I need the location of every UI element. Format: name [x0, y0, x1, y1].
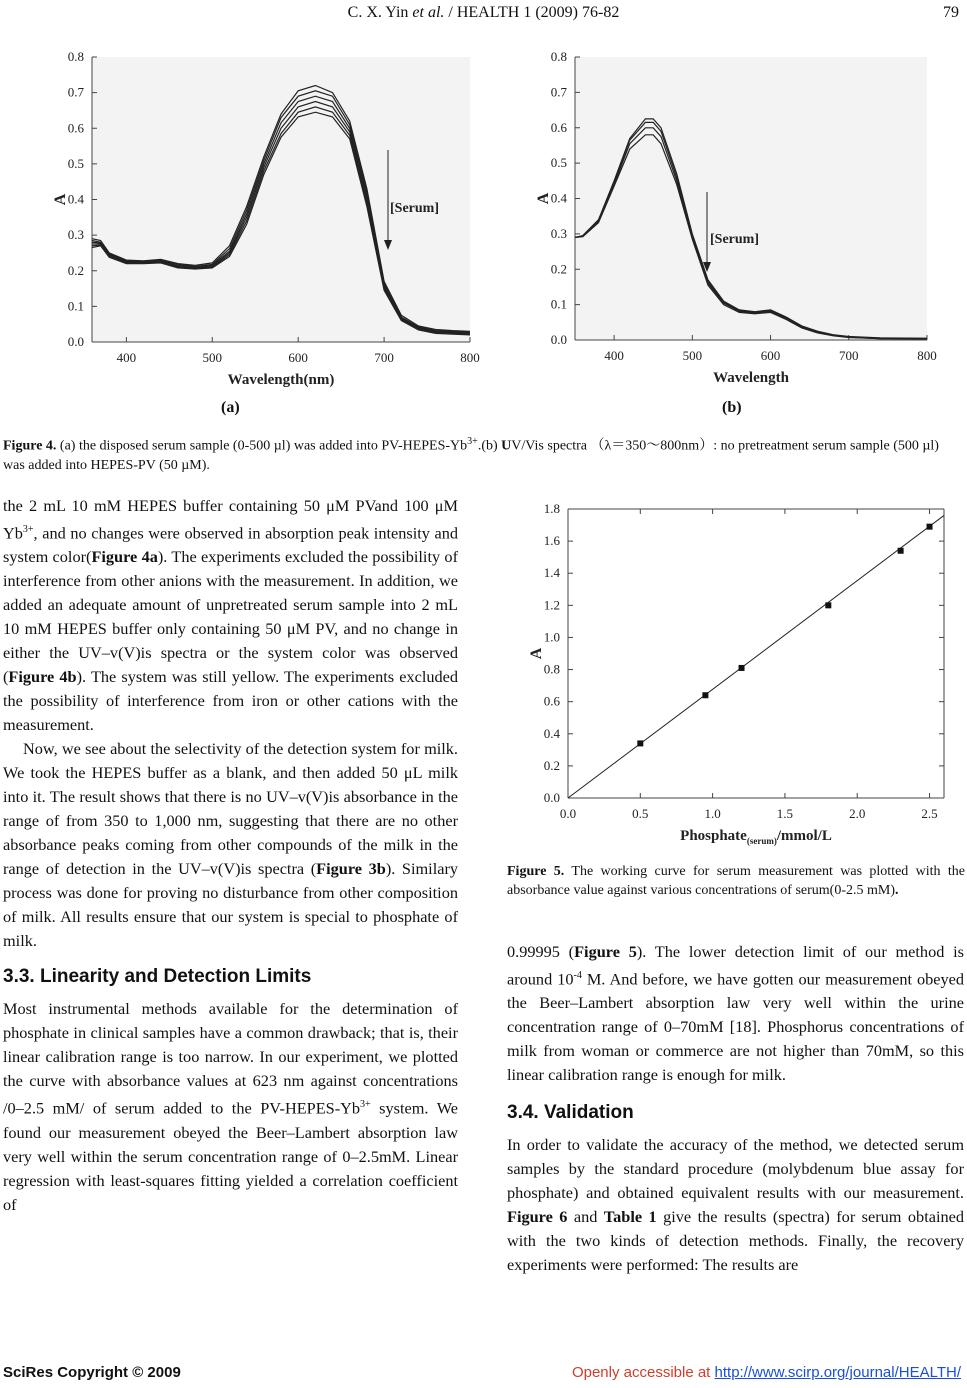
text-run: give the results (spectra) for serum obtained with the two kinds of detection methods. Finally, the recovery experiments were performed: The results are: [507, 1207, 964, 1275]
y-tick-label: 0.8: [543, 661, 560, 677]
x-axis-label-sub: (serum): [746, 836, 777, 846]
superscript: -4: [573, 970, 582, 981]
serum-annotation: [Serum]: [710, 232, 759, 247]
right-column: [507, 940, 964, 1277]
y-tick-label: 0.2: [543, 757, 560, 773]
figure-4-caption-bold: U: [501, 438, 512, 454]
plot-area: [568, 509, 944, 798]
y-tick-label: 1.4: [543, 565, 560, 581]
x-tick-label: 0.5: [632, 806, 649, 821]
footer-open-text: Openly accessible at: [571, 1364, 715, 1381]
paragraph: [507, 940, 964, 1087]
text-run: M. And before, we have gotten our measurement obeyed the Beer–Lambert absorption law very well within the urine concentration range of 0–70mM [18]. Phosphorus concentrations of milk from woman or commerce are not higher than 70mM, so this linear calibration range is enough for milk.: [507, 969, 964, 1085]
text-run: 0.99995 (: [507, 942, 575, 961]
y-tick-label: 0.0: [543, 790, 560, 805]
x-tick-label: 700: [374, 350, 394, 365]
superscript: 3+: [360, 1099, 371, 1111]
y-tick-label: 0.0: [67, 334, 84, 349]
x-tick-label: 1.0: [704, 806, 721, 821]
y-tick-label: 1.6: [543, 533, 560, 549]
figure-4b-label: (b): [722, 399, 742, 416]
paragraph: [3, 997, 458, 1216]
figure-5-caption: [507, 862, 965, 900]
figure-4-caption-text3: V/Vis spectra （λ＝350～800nm）: no pretreatment serum sample (500 µl) was added into HEPES-PV (50 µM).: [3, 438, 939, 473]
text-run: Now, we see about the selectivity of the detection system for milk. We took the HEPES buffer as a blank, and then added 50 μL milk into it. The result shows that there is no UV–v(V)is absorbance in the range of from 350 to 1,000 nm, suggesting that there are no other absorbance peaks coming from other compounds of the milk in the range of detection in the UV–v(V)is spectra (: [3, 739, 458, 879]
header-journal: / HEALTH 1 (2009) 76-82: [444, 4, 620, 21]
figure-4a-chart: [20, 42, 480, 404]
data-point: [825, 602, 831, 608]
y-axis-label: A: [52, 193, 69, 206]
page-number: 79: [943, 4, 959, 21]
x-axis-label: Wavelength: [713, 370, 789, 386]
text-run: and: [567, 1207, 604, 1227]
figure-4-caption-text2: .(b): [477, 438, 502, 454]
x-tick-label: 2.0: [849, 806, 866, 821]
x-tick-label: 600: [760, 348, 781, 363]
y-tick-label: 0.6: [550, 119, 567, 135]
figure-4b-chart: [505, 42, 960, 404]
figure-ref: Figure 3b: [316, 859, 386, 879]
paragraph: [507, 1133, 964, 1277]
text-run: system. We found our measurement obeyed the Beer–Lambert absorption law very well within the serum concentration range of 0–2.5mM. Linear regression with least-squares fitting yielded a correlation coefficient of: [3, 1098, 458, 1214]
x-tick-label: 800: [460, 350, 480, 365]
y-tick-label: 0.6: [67, 120, 84, 136]
x-axis-label-suffix: /mmol/L: [776, 828, 832, 844]
text-run: Most instrumental methods available for the determination of phosphate in clinical samples have a common drawback; that is, their linear calibration range is too narrow. In our experiment, we plotted the curve with absorbance values at 623 nm against concentrations /0–2.5 mM/ of serum added to the PV-HEPES-Yb: [3, 999, 458, 1118]
figure-ref: Figure 4a: [91, 547, 158, 567]
footer-copyright: SciRes Copyright © 2009: [3, 1364, 181, 1381]
text-run: , and no changes were observed in absorption peak intensity and system color(: [3, 523, 458, 567]
paragraph: [3, 494, 458, 737]
y-tick-label: 1.2: [543, 597, 560, 613]
y-tick-label: 0.7: [67, 84, 84, 100]
data-point: [898, 548, 904, 554]
y-tick-label: 0.5: [67, 155, 84, 171]
figure-4-caption-text: (a) the disposed serum sample (0-500 µl) was added into PV-HEPES-Yb: [56, 438, 468, 454]
y-tick-label: 1.0: [543, 629, 560, 645]
serum-annotation: [Serum]: [390, 201, 439, 216]
y-tick-label: 0.2: [550, 261, 567, 277]
section-heading-3-4: 3.4. Validation: [507, 1102, 634, 1124]
figure-5-caption-label: Figure 5.: [507, 864, 565, 879]
y-tick-label: 0.8: [67, 49, 84, 64]
header-authors: C. X. Yin: [347, 4, 409, 21]
x-tick-label: 500: [202, 350, 223, 365]
y-tick-label: 0.6: [543, 693, 560, 709]
running-header: [0, 4, 967, 22]
y-tick-label: 0.4: [550, 190, 567, 206]
footer-access: [572, 1364, 961, 1381]
y-tick-label: 0.8: [550, 49, 567, 64]
y-tick-label: 0.5: [550, 155, 567, 171]
data-point: [702, 692, 708, 698]
x-tick-label: 1.5: [776, 806, 794, 821]
figure-4-caption-label: Figure 4.: [3, 438, 57, 454]
y-tick-label: 1.8: [543, 501, 560, 516]
text-run: ). The lower detection limit of our method is around 10: [507, 942, 964, 989]
figure-4a-label: (a): [221, 399, 240, 416]
y-tick-label: 0.1: [67, 298, 84, 314]
figure-ref: Figure 5: [574, 942, 637, 961]
left-column: [3, 494, 458, 1217]
y-tick-label: 0.4: [67, 191, 84, 207]
figure-4-caption-sup: 3+: [467, 436, 478, 447]
paragraph: [3, 737, 458, 953]
y-tick-label: 0.3: [67, 227, 84, 243]
data-point: [637, 740, 643, 746]
x-tick-label: 600: [288, 350, 308, 365]
y-axis-label: A: [535, 192, 552, 205]
y-tick-label: 0.7: [550, 84, 567, 100]
y-tick-label: 0.4: [543, 725, 560, 741]
x-axis-label: Wavelength(nm): [227, 372, 335, 388]
section-heading-3-3: 3.3. Linearity and Detection Limits: [3, 966, 312, 988]
x-tick-label: 800: [917, 348, 937, 363]
y-tick-label: 0.3: [550, 225, 567, 241]
figure-5-caption-text: The working curve for serum measurement was plotted with the absorbance value against various concentrations of serum(0-2.5 mM): [507, 864, 966, 898]
superscript: 3+: [22, 524, 34, 535]
y-tick-label: 0.0: [550, 332, 567, 347]
x-tick-label: 400: [116, 350, 137, 365]
x-tick-label: 0.0: [559, 806, 577, 821]
table-ref: Table 1: [603, 1207, 657, 1227]
y-tick-label: 0.1: [550, 296, 567, 312]
journal-link[interactable]: http://www.scirp.org/journal/HEALTH/: [714, 1364, 961, 1381]
x-tick-label: 400: [604, 348, 624, 363]
x-tick-label: 500: [682, 348, 703, 363]
data-point: [739, 665, 745, 671]
x-tick-label: 700: [839, 348, 859, 363]
figure-5-caption-end: .: [895, 883, 899, 898]
plot-area: [92, 57, 470, 342]
header-etal: et al.: [412, 4, 445, 21]
text-run: In order to validate the accuracy of the method, we detected serum samples by the standard procedure (molybdenum blue assay for phosphate) and obtained equivalent results with our measurement.: [507, 1135, 964, 1203]
text-run: ). The system was still yellow. The experiments excluded the possibility of interference from iron or other cations with the measurement.: [3, 667, 458, 735]
figure-ref: Figure 6: [507, 1207, 568, 1227]
plot-area: [575, 57, 927, 340]
figure-5-chart: [505, 496, 960, 854]
y-tick-label: 0.2: [67, 262, 84, 278]
figure-4-caption: [3, 432, 963, 475]
data-point: [927, 524, 933, 530]
figure-ref: Figure 4b: [8, 667, 77, 687]
x-axis-label: Phosphate$_{(serum)}$/mmol/L: [680, 828, 832, 846]
text-run: ). Similary process was done for proving no disturbance from other composition of milk. All results ensure that our system is special to phosphate of milk.: [3, 859, 459, 951]
text-run: ). The experiments excluded the possibility of interference from other anions with the measurement. In addition, we added an adequate amount of unpretreated serum sample into 2 mL 10 mM HEPES buffer only containing 50 μM PV, and no change in either the UV–v(V)is spectra or the system color was observed (: [3, 547, 458, 687]
y-axis-label: A: [528, 647, 545, 660]
x-tick-label: 2.5: [921, 806, 938, 821]
text-run: the 2 mL 10 mM HEPES buffer containing 50 μM PVand 100 μM Yb: [3, 496, 458, 543]
